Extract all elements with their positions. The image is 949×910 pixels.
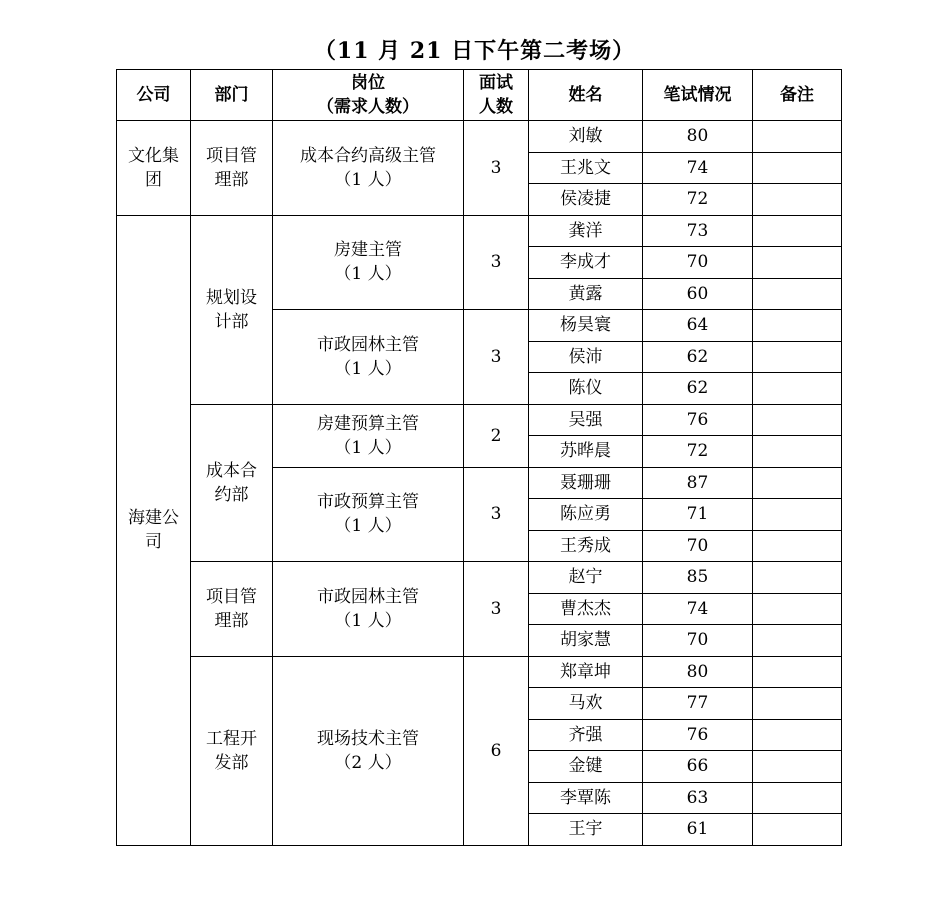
candidate-score: 72 (643, 436, 753, 468)
candidate-name: 杨昊寰 (529, 310, 643, 342)
candidate-name: 聂珊珊 (529, 467, 643, 499)
exam-table (116, 69, 842, 846)
table-row (117, 121, 842, 153)
candidate-name: 侯凌捷 (529, 184, 643, 216)
candidate-name: 黄露 (529, 278, 643, 310)
header-interview-line2: 人数 (479, 97, 513, 117)
company-cell: 文化集团 (117, 121, 191, 216)
candidate-score: 62 (643, 341, 753, 373)
candidate-note (753, 719, 842, 751)
header-department: 部门 (191, 70, 273, 121)
interview-count-cell: 2 (464, 404, 529, 467)
candidate-name: 赵宁 (529, 562, 643, 594)
candidate-name: 王兆文 (529, 152, 643, 184)
candidate-name: 陈应勇 (529, 499, 643, 531)
department-cell: 工程开发部 (191, 656, 273, 845)
candidate-name: 吴强 (529, 404, 643, 436)
candidate-note (753, 310, 842, 342)
candidate-score: 63 (643, 782, 753, 814)
candidate-score: 64 (643, 310, 753, 342)
candidate-score: 61 (643, 814, 753, 846)
page-title: （11 月 21 日下午第二考场） (313, 38, 636, 64)
candidate-score: 71 (643, 499, 753, 531)
header-interview-line1: 面试 (479, 73, 513, 93)
header-position-line1: 岗位 (351, 73, 385, 93)
department-cell: 项目管理部 (191, 562, 273, 657)
candidate-name: 龚洋 (529, 215, 643, 247)
interview-count-cell: 3 (464, 215, 529, 310)
candidate-note (753, 373, 842, 405)
candidate-name: 齐强 (529, 719, 643, 751)
candidate-score: 85 (643, 562, 753, 594)
candidate-name: 李覃陈 (529, 782, 643, 814)
candidate-name: 王宇 (529, 814, 643, 846)
company-cell: 海建公司 (117, 215, 191, 845)
candidate-score: 66 (643, 751, 753, 783)
candidate-note (753, 152, 842, 184)
table-row (117, 656, 842, 688)
position-cell: 市政园林主管 （1 人） (273, 562, 464, 657)
candidate-name: 马欢 (529, 688, 643, 720)
candidate-note (753, 499, 842, 531)
header-position-line2: （需求人数） (317, 97, 419, 117)
candidate-score: 70 (643, 247, 753, 279)
candidate-name: 王秀成 (529, 530, 643, 562)
candidate-name: 刘敏 (529, 121, 643, 153)
department-cell: 规划设计部 (191, 215, 273, 404)
candidate-name: 曹杰杰 (529, 593, 643, 625)
position-cell: 成本合约高级主管 （1 人） (273, 121, 464, 216)
candidate-note (753, 184, 842, 216)
interview-count-cell: 3 (464, 310, 529, 405)
table-row (117, 404, 842, 436)
position-cell: 房建预算主管 （1 人） (273, 404, 464, 467)
position-cell: 市政预算主管 （1 人） (273, 467, 464, 562)
candidate-score: 70 (643, 625, 753, 657)
candidate-score: 74 (643, 152, 753, 184)
interview-count-cell: 6 (464, 656, 529, 845)
candidate-score: 60 (643, 278, 753, 310)
interview-count-cell: 3 (464, 562, 529, 657)
header-note: 备注 (753, 70, 842, 121)
header-position (273, 70, 464, 121)
table-row (117, 562, 842, 594)
candidate-note (753, 625, 842, 657)
candidate-note (753, 467, 842, 499)
candidate-note (753, 278, 842, 310)
candidate-score: 76 (643, 404, 753, 436)
position-cell: 现场技术主管 （2 人） (273, 656, 464, 845)
candidate-score: 80 (643, 121, 753, 153)
candidate-note (753, 215, 842, 247)
candidate-note (753, 751, 842, 783)
department-cell: 项目管理部 (191, 121, 273, 216)
candidate-score: 62 (643, 373, 753, 405)
candidate-note (753, 782, 842, 814)
interview-count-cell: 3 (464, 121, 529, 216)
candidate-name: 侯沛 (529, 341, 643, 373)
table-row (117, 215, 842, 247)
candidate-name: 苏晔晨 (529, 436, 643, 468)
candidate-note (753, 562, 842, 594)
candidate-note (753, 656, 842, 688)
candidate-name: 胡家慧 (529, 625, 643, 657)
header-interview (464, 70, 529, 121)
header-row (117, 70, 842, 121)
candidate-note (753, 593, 842, 625)
candidate-note (753, 688, 842, 720)
candidate-score: 77 (643, 688, 753, 720)
interview-count-cell: 3 (464, 467, 529, 562)
candidate-score: 74 (643, 593, 753, 625)
candidate-name: 李成才 (529, 247, 643, 279)
candidate-note (753, 530, 842, 562)
header-company: 公司 (117, 70, 191, 121)
candidate-score: 70 (643, 530, 753, 562)
candidate-note (753, 404, 842, 436)
candidate-score: 73 (643, 215, 753, 247)
candidate-score: 87 (643, 467, 753, 499)
header-name: 姓名 (529, 70, 643, 121)
candidate-score: 76 (643, 719, 753, 751)
candidate-score: 72 (643, 184, 753, 216)
candidate-name: 陈仪 (529, 373, 643, 405)
position-cell: 房建主管 （1 人） (273, 215, 464, 310)
department-cell: 成本合约部 (191, 404, 273, 562)
candidate-score: 80 (643, 656, 753, 688)
candidate-name: 郑章坤 (529, 656, 643, 688)
candidate-note (753, 121, 842, 153)
position-cell: 市政园林主管 （1 人） (273, 310, 464, 405)
candidate-note (753, 814, 842, 846)
candidate-name: 金键 (529, 751, 643, 783)
candidate-note (753, 436, 842, 468)
header-score: 笔试情况 (643, 70, 753, 121)
candidate-note (753, 247, 842, 279)
candidate-note (753, 341, 842, 373)
